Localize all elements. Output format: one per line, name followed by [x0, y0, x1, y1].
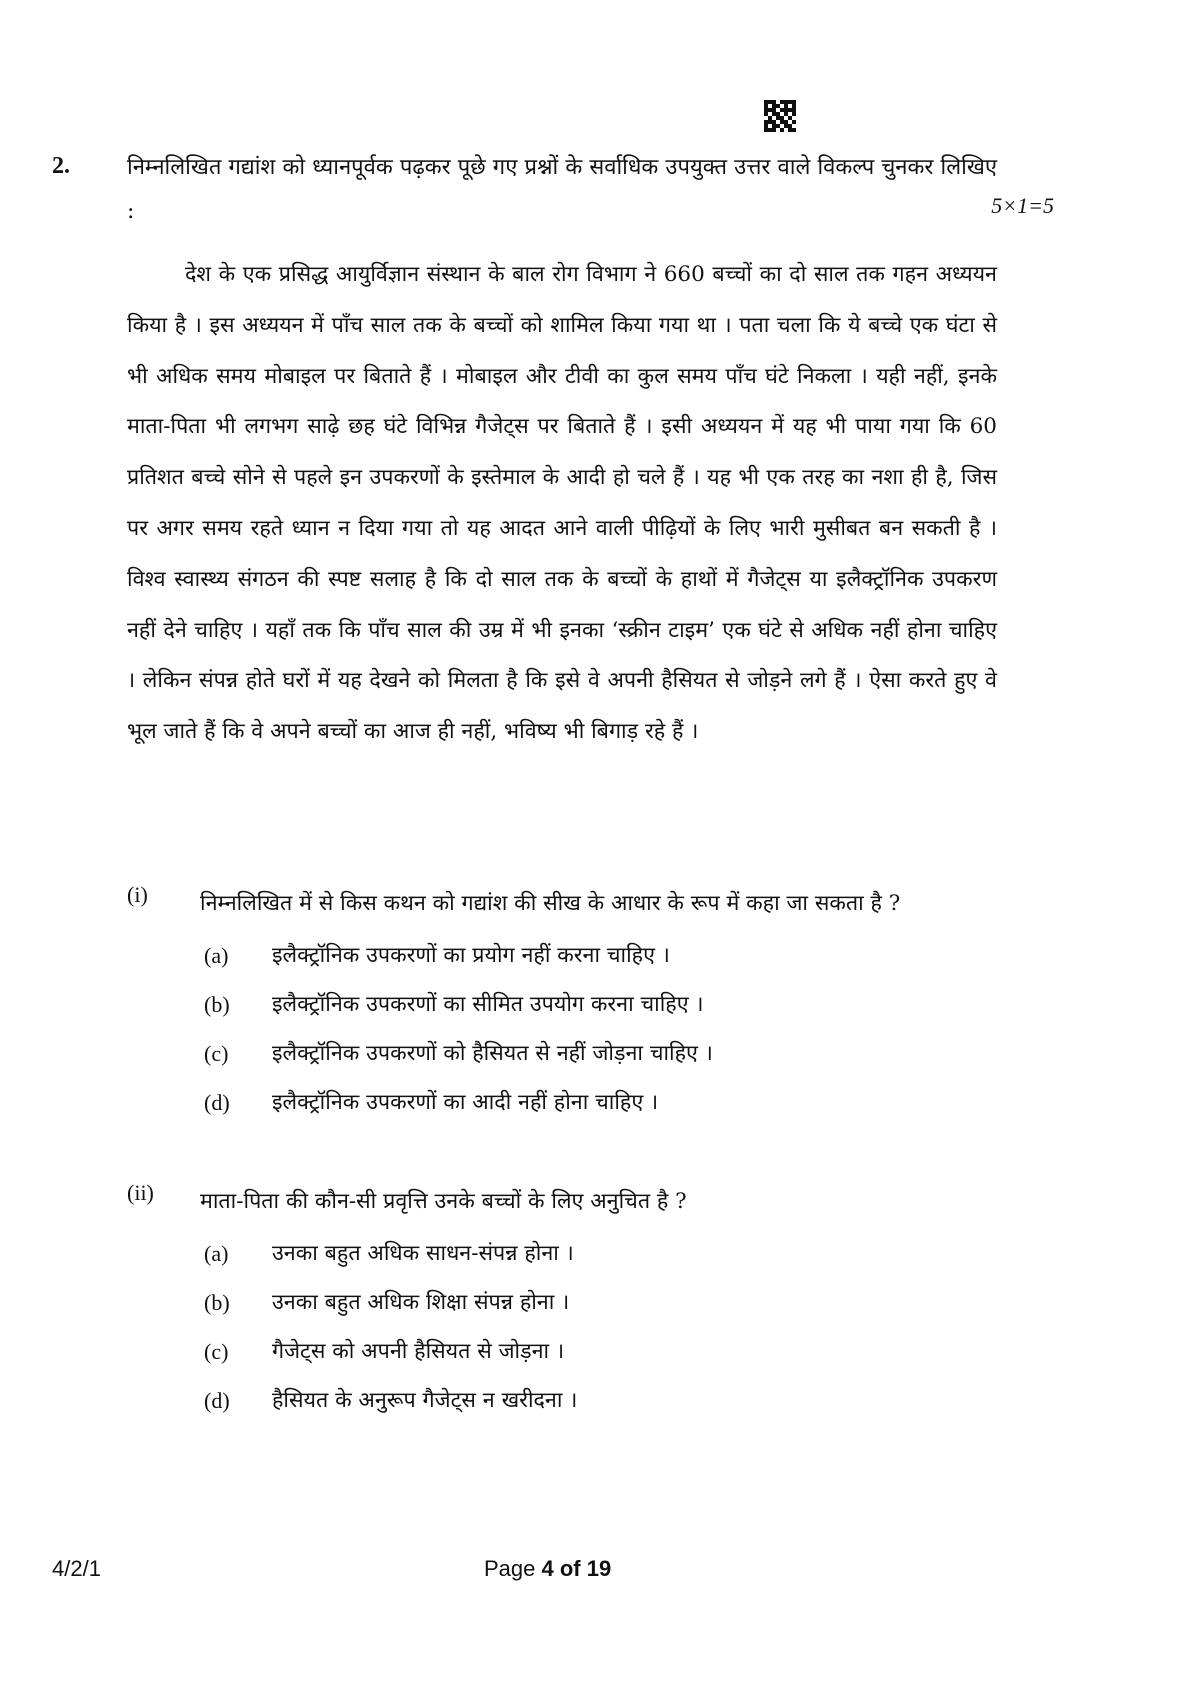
passage [127, 250, 997, 758]
option-label: (a) [204, 1241, 229, 1266]
passage-text: देश के एक प्रसिद्ध आयुर्विज्ञान संस्थान के बाल रोग विभाग ने 660 बच्चों का दो साल तक गहन अध्ययन किया है । इस अध्ययन में पाँच साल तक के बच्चों को शामिल किया गया था । पता चला कि ये बच्चे एक घंटा से भी अधिक समय मोबाइल पर बिताते हैं । मोबाइल और टीवी का कुल समय पाँच घंटे निकला । यही नहीं, इनके माता-पिता भी लगभग साढ़े छह घंटे विभिन्न गैजेट्स पर बिताते हैं । इसी अध्ययन में यह भी पाया गया कि 60 प्रतिशत बच्चे सोने से पहले इन उपकरणों के इस्तेमाल के आदी हो चले हैं । यह भी एक तरह का नशा ही है, जिस पर अगर समय रहते ध्यान न दिया गया तो यह आदत आने वाली पीढ़ियों के लिए भारी मुसीबत बन सकती है । विश्व स्वास्थ्य संगठन की स्पष्ट सलाह है कि दो साल तक के बच्चों के हाथों में गैजेट्स या इलैक्ट्रॉनिक उपकरण नहीं देने चाहिए । यहाँ तक कि पाँच साल की उम्र में भी इनका ‘स्क्रीन टाइम’ एक घंटे से अधिक नहीं होना चाहिए । लेकिन संपन्न होते घरों में यह देखने को मिलता है कि इसे वे अपनी हैसियत से जोड़ने लगे हैं । ऐसा करते हुए वे भूल जाते हैं कि वे अपने बच्चों का आज ही नहीं, भविष्य भी बिगाड़ रहे हैं । [127, 262, 997, 745]
option-label: (a) [204, 943, 229, 968]
option-text: उनका बहुत अधिक साधन-संपन्न होना । [272, 1241, 574, 1266]
option-text: गैजेट्स को अपनी हैसियत से जोड़ना । [272, 1339, 565, 1364]
option-b [204, 983, 997, 1032]
option-label: (c) [204, 1339, 229, 1364]
sub-question-2 [127, 1180, 997, 1428]
sub-question-label: (ii) [127, 1180, 154, 1205]
option-a [204, 1232, 997, 1281]
option-d [204, 1379, 997, 1428]
option-a [204, 934, 997, 983]
sub-question-1 [127, 882, 997, 1130]
page-current: 4 [541, 1556, 554, 1581]
option-text: इलैक्ट्रॉनिक उपकरणों का प्रयोग नहीं करना चाहिए । [272, 943, 670, 968]
option-text: इलैक्ट्रॉनिक उपकरणों का आदी नहीं होना चाहिए । [272, 1090, 659, 1115]
option-c [204, 1330, 997, 1379]
page-of: of [553, 1556, 587, 1581]
option-b [204, 1281, 997, 1330]
option-text: इलैक्ट्रॉनिक उपकरणों को हैसियत से नहीं जोड़ना चाहिए । [272, 1041, 713, 1066]
page-total: 19 [586, 1556, 612, 1581]
sub-question-text: निम्नलिखित में से किस कथन को गद्यांश की सीख के आधार के रूप में कहा जा सकता है ? [200, 891, 901, 916]
paper-code: 4/2/1 [52, 1556, 101, 1581]
option-label: (b) [204, 1290, 230, 1315]
page-prefix: Page [484, 1556, 542, 1581]
option-text: इलैक्ट्रॉनिक उपकरणों का सीमित उपयोग करना चाहिए । [272, 992, 704, 1017]
option-label: (d) [204, 1388, 230, 1413]
option-text: हैसियत के अनुरूप गैजेट्स न खरीदना । [272, 1388, 578, 1413]
sub-question-text: माता-पिता की कौन-सी प्रवृत्ति उनके बच्चों के लिए अनुचित है ? [200, 1189, 687, 1214]
qr-code-icon [764, 100, 796, 132]
option-label: (d) [204, 1090, 230, 1115]
sub-question-label: (i) [127, 882, 148, 907]
page-number [484, 1556, 611, 1582]
option-label: (c) [204, 1041, 229, 1066]
question-instruction: निम्नलिखित गद्यांश को ध्यानपूर्वक पढ़कर पूछे गए प्रश्नों के सर्वाधिक उपयुक्त उत्तर वाले विकल्प चुनकर लिखिए : [127, 155, 997, 224]
option-label: (b) [204, 992, 230, 1017]
marks-allocation: 5×1=5 [991, 193, 1054, 218]
question-number: 2. [52, 153, 70, 179]
option-c [204, 1032, 997, 1081]
option-d [204, 1081, 997, 1130]
option-text: उनका बहुत अधिक शिक्षा संपन्न होना । [272, 1290, 570, 1315]
